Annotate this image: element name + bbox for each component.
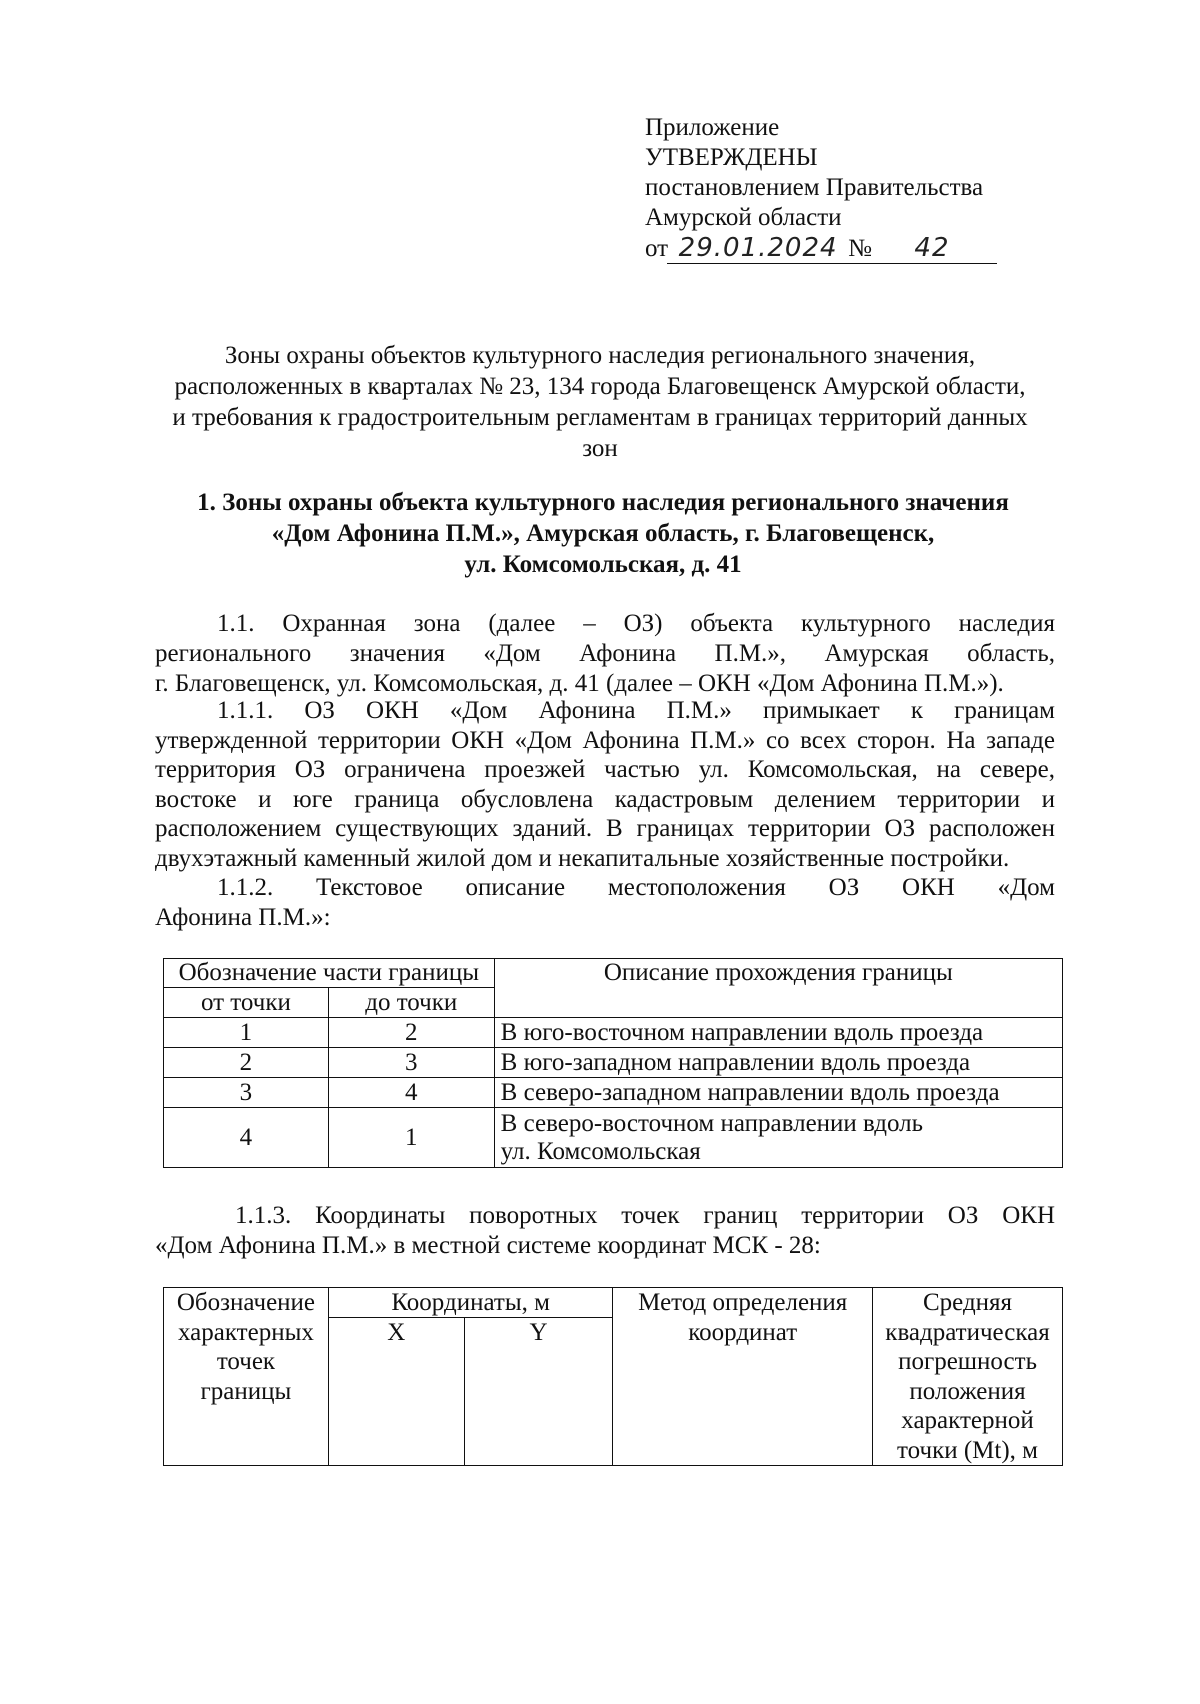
header-line: координат [688, 1318, 798, 1346]
region-label: Амурской области [645, 204, 842, 231]
date-number-line [645, 232, 1025, 266]
from-point-cell: 4 [164, 1108, 329, 1168]
paragraph-line: расположением существующих зданий. В границах территории ОЗ расположен [155, 815, 1055, 842]
section-heading-line: «Дом Афонина П.М.», Амурская область, г. Благовещенск, [271, 520, 935, 547]
paragraph-line: регионального значения «Дом Афонина П.М.», Амурская область, [155, 640, 1055, 667]
section-heading-line: 1. Зоны охраны объекта культурного наследия регионального значения [197, 489, 1009, 516]
table-row [164, 1048, 1063, 1078]
paragraph-line: востоке и юге граница обусловлена кадастровым делением территории и [155, 785, 1055, 813]
header-line: Метод определения [638, 1289, 848, 1316]
header-line: характерной [901, 1407, 1034, 1434]
header-x: X [328, 1318, 464, 1466]
header-coordinates: Координаты, м [328, 1288, 613, 1318]
paragraph-line: двухэтажный каменный жилой дом и некапитальные хозяйственные постройки. [155, 844, 1010, 872]
appendix-label: Приложение [645, 114, 780, 141]
header-line: квадратическая [885, 1318, 1050, 1346]
from-point-cell: 3 [164, 1078, 329, 1108]
number-label: № [848, 235, 872, 262]
header-line: Средняя [923, 1289, 1013, 1316]
header-line: точки (Mt), м [897, 1436, 1038, 1464]
doc-title-line: зон [582, 435, 618, 462]
header-line: границы [200, 1377, 292, 1405]
doc-title-line: расположенных в кварталах № 23, 134 города Благовещенск Амурской области, [174, 373, 1026, 400]
header-y: Y [464, 1318, 613, 1466]
document-title [150, 340, 1050, 464]
paragraph-1-1-1 [155, 695, 1055, 872]
from-label: от [645, 235, 669, 262]
description-cell: В юго-восточном направлении вдоль проезда [494, 1018, 1062, 1048]
paragraph-line: 1.1.1. ОЗ ОКН «Дом Афонина П.М.» примыкает к границам [217, 697, 1055, 724]
header-line: погрешность [898, 1348, 1037, 1375]
header-to-point: до точки [328, 988, 494, 1018]
paragraph-line: г. Благовещенск, ул. Комсомольская, д. 41 (далее – ОКН «Дом Афонина П.М.»). [155, 670, 1004, 697]
from-point-cell: 1 [164, 1018, 329, 1048]
description-line: В северо-восточном направлении вдоль [500, 1109, 924, 1137]
handwritten-number: 42 [914, 233, 950, 263]
section-heading-line: ул. Комсомольская, д. 41 [464, 551, 742, 578]
header-line: точек [216, 1348, 276, 1375]
table-row [164, 1078, 1063, 1108]
description-line: ул. Комсомольская [500, 1137, 701, 1165]
header-method [613, 1288, 873, 1466]
paragraph-1-1 [155, 608, 1055, 698]
to-point-cell: 3 [328, 1048, 494, 1078]
description-cell [494, 1108, 1062, 1168]
handwritten-date: 29.01.2024 [678, 233, 838, 263]
paragraph-line: территория ОЗ ограничена проезжей частью ул. Комсомольская, на севере, [155, 756, 1055, 783]
header-line: положения [909, 1377, 1026, 1405]
description-cell: В северо-западном направлении вдоль проезда [494, 1078, 1062, 1108]
table-row [164, 1018, 1063, 1048]
paragraph-line: «Дом Афонина П.М.» в местной системе координат МСК - 28: [155, 1232, 821, 1259]
header-boundary-description: Описание прохождения границы [494, 959, 1062, 1018]
section-heading [150, 487, 1056, 580]
paragraph-line: утвержденной территории ОКН «Дом Афонина П.М.» со всех сторон. На западе [155, 726, 1055, 754]
paragraph-line: Афонина П.М.»: [155, 904, 331, 931]
header-mean-square-error [873, 1288, 1063, 1466]
doc-title-line: Зоны охраны объектов культурного наследия регионального значения, [224, 342, 976, 369]
header-line: характерных [178, 1318, 314, 1346]
paragraph-line: 1.1.3. Координаты поворотных точек границ территории ОЗ ОКН [235, 1202, 1055, 1229]
doc-title-line: и требования к градостроительным регламентам в границах территорий данных [172, 404, 1028, 431]
header-from-point: от точки [164, 988, 329, 1018]
header-line: Обозначение [176, 1289, 316, 1316]
description-cell: В юго-западном направлении вдоль проезда [494, 1048, 1062, 1078]
approved-label: УТВЕРЖДЕНЫ [645, 144, 818, 171]
paragraph-1-1-2 [155, 872, 1055, 932]
to-point-cell: 2 [328, 1018, 494, 1048]
paragraph-line: 1.1. Охранная зона (далее – ОЗ) объекта культурного наследия [217, 610, 1055, 637]
table-row [164, 1108, 1063, 1168]
paragraph-1-1-3 [155, 1200, 1055, 1260]
appendix-block [645, 112, 1025, 266]
coordinates-table [163, 1287, 1063, 1466]
paragraph-line: 1.1.2. Текстовое описание местоположения ОЗ ОКН «Дом [217, 874, 1055, 901]
resolution-label: постановлением Правительства [645, 174, 984, 201]
boundary-table [163, 958, 1063, 1168]
to-point-cell: 1 [328, 1108, 494, 1168]
to-point-cell: 4 [328, 1078, 494, 1108]
header-part-of-boundary: Обозначение части границы [164, 959, 495, 988]
date-number-underline [667, 263, 997, 264]
from-point-cell: 2 [164, 1048, 329, 1078]
header-point-designation [164, 1288, 329, 1466]
